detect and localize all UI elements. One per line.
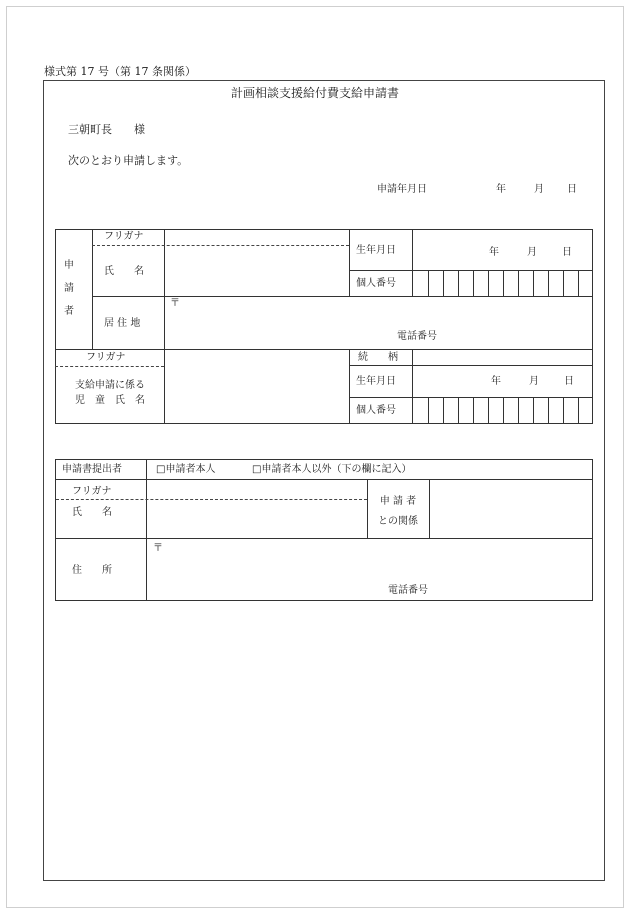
furigana-separator <box>55 366 164 367</box>
child-furigana-label: フリガナ <box>86 352 126 363</box>
number-cell-rule <box>443 270 444 296</box>
child-birthdate-label: 生年月日 <box>356 376 396 387</box>
child-personal-number-label: 個人番号 <box>356 405 396 416</box>
number-cell-rule <box>548 270 549 296</box>
number-cell-rule <box>443 397 444 423</box>
number-cell-rule <box>458 397 459 423</box>
child-birth-year: 年 <box>491 376 501 387</box>
submitter-relation-label <box>367 492 429 532</box>
table-rule <box>349 365 593 366</box>
table-border <box>55 423 593 424</box>
submitter-phone-label: 電話番号 <box>388 585 428 596</box>
intro-text: 次のとおり申請します。 <box>68 154 189 167</box>
table-border <box>55 600 593 601</box>
table-rule <box>349 349 350 424</box>
table-rule <box>164 229 165 424</box>
number-cell-rule <box>578 270 579 296</box>
table-rule <box>92 229 93 349</box>
number-cell-rule <box>563 270 564 296</box>
applicant-group-char: 請 <box>64 283 74 294</box>
applicant-personal-number-label: 個人番号 <box>356 278 396 289</box>
table-rule <box>349 270 593 271</box>
number-cell-rule <box>503 397 504 423</box>
table-rule <box>412 349 413 424</box>
furigana-separator <box>92 245 349 246</box>
child-name-label-line2: 児 童 氏 名 <box>75 395 145 406</box>
table-border <box>55 229 593 230</box>
table-rule <box>55 479 593 480</box>
applicant-postal-mark: 〒 <box>170 298 180 309</box>
number-cell-rule <box>428 270 429 296</box>
child-name-label <box>56 376 164 406</box>
number-cell-rule <box>473 397 474 423</box>
applicant-group-char: 者 <box>64 306 74 317</box>
child-birth-day: 日 <box>564 376 574 387</box>
child-birth-month: 月 <box>529 376 539 387</box>
number-cell-rule <box>563 397 564 423</box>
table-border <box>55 459 593 460</box>
applicant-birth-month: 月 <box>527 247 537 258</box>
form-reference: 様式第 17 号（第 17 条関係） <box>44 65 196 78</box>
child-name-label-line1: 支給申請に係る <box>75 380 145 391</box>
furigana-separator <box>56 499 367 500</box>
submitter-relation-line2: との関係 <box>378 516 418 527</box>
application-date-year: 年 <box>496 184 506 195</box>
submitter-furigana-label: フリガナ <box>72 486 112 497</box>
application-date-day: 日 <box>567 184 577 195</box>
number-cell-rule <box>548 397 549 423</box>
number-cell-rule <box>533 270 534 296</box>
applicant-birth-day: 日 <box>562 247 572 258</box>
table-rule <box>429 479 430 538</box>
applicant-phone-label: 電話番号 <box>397 331 437 342</box>
applicant-birthdate-label: 生年月日 <box>356 245 396 256</box>
submitter-option-other[interactable]: □申請者本人以外（下の欄に記入） <box>252 464 412 475</box>
application-date-label: 申請年月日 <box>377 184 427 195</box>
number-cell-rule <box>488 397 489 423</box>
number-cell-rule <box>473 270 474 296</box>
submitter-option-self[interactable]: □申請者本人 <box>156 464 216 475</box>
application-date-month: 月 <box>534 184 544 195</box>
submitter-address-label: 住 所 <box>72 565 112 576</box>
child-relation-label: 続 柄 <box>358 352 398 363</box>
number-cell-rule <box>518 270 519 296</box>
table-border <box>592 229 593 424</box>
applicant-furigana-label: フリガナ <box>104 231 144 242</box>
addressee: 三朝町長 様 <box>68 123 145 136</box>
table-rule <box>146 459 147 601</box>
number-cell-rule <box>503 270 504 296</box>
form-title: 計画相談支援給付費支給申請書 <box>230 86 399 100</box>
table-border <box>592 459 593 601</box>
number-cell-rule <box>428 397 429 423</box>
number-cell-rule <box>458 270 459 296</box>
number-cell-rule <box>518 397 519 423</box>
number-cell-rule <box>488 270 489 296</box>
applicant-group-char: 申 <box>64 260 74 271</box>
table-rule <box>55 349 593 350</box>
form-frame <box>43 80 605 881</box>
table-rule <box>349 229 350 296</box>
applicant-birth-year: 年 <box>489 247 499 258</box>
number-cell-rule <box>533 397 534 423</box>
table-rule <box>92 296 593 297</box>
submitter-label: 申請書提出者 <box>62 464 122 475</box>
submitter-name-label: 氏 名 <box>72 507 112 518</box>
table-rule <box>349 397 593 398</box>
applicant-residence-label: 居 住 地 <box>104 318 141 329</box>
table-border <box>55 459 56 601</box>
table-rule <box>55 538 593 539</box>
table-rule <box>412 229 413 296</box>
number-cell-rule <box>578 397 579 423</box>
applicant-name-label: 氏 名 <box>104 266 144 277</box>
submitter-postal-mark: 〒 <box>153 543 163 554</box>
submitter-relation-line1: 申 請 者 <box>379 496 417 507</box>
